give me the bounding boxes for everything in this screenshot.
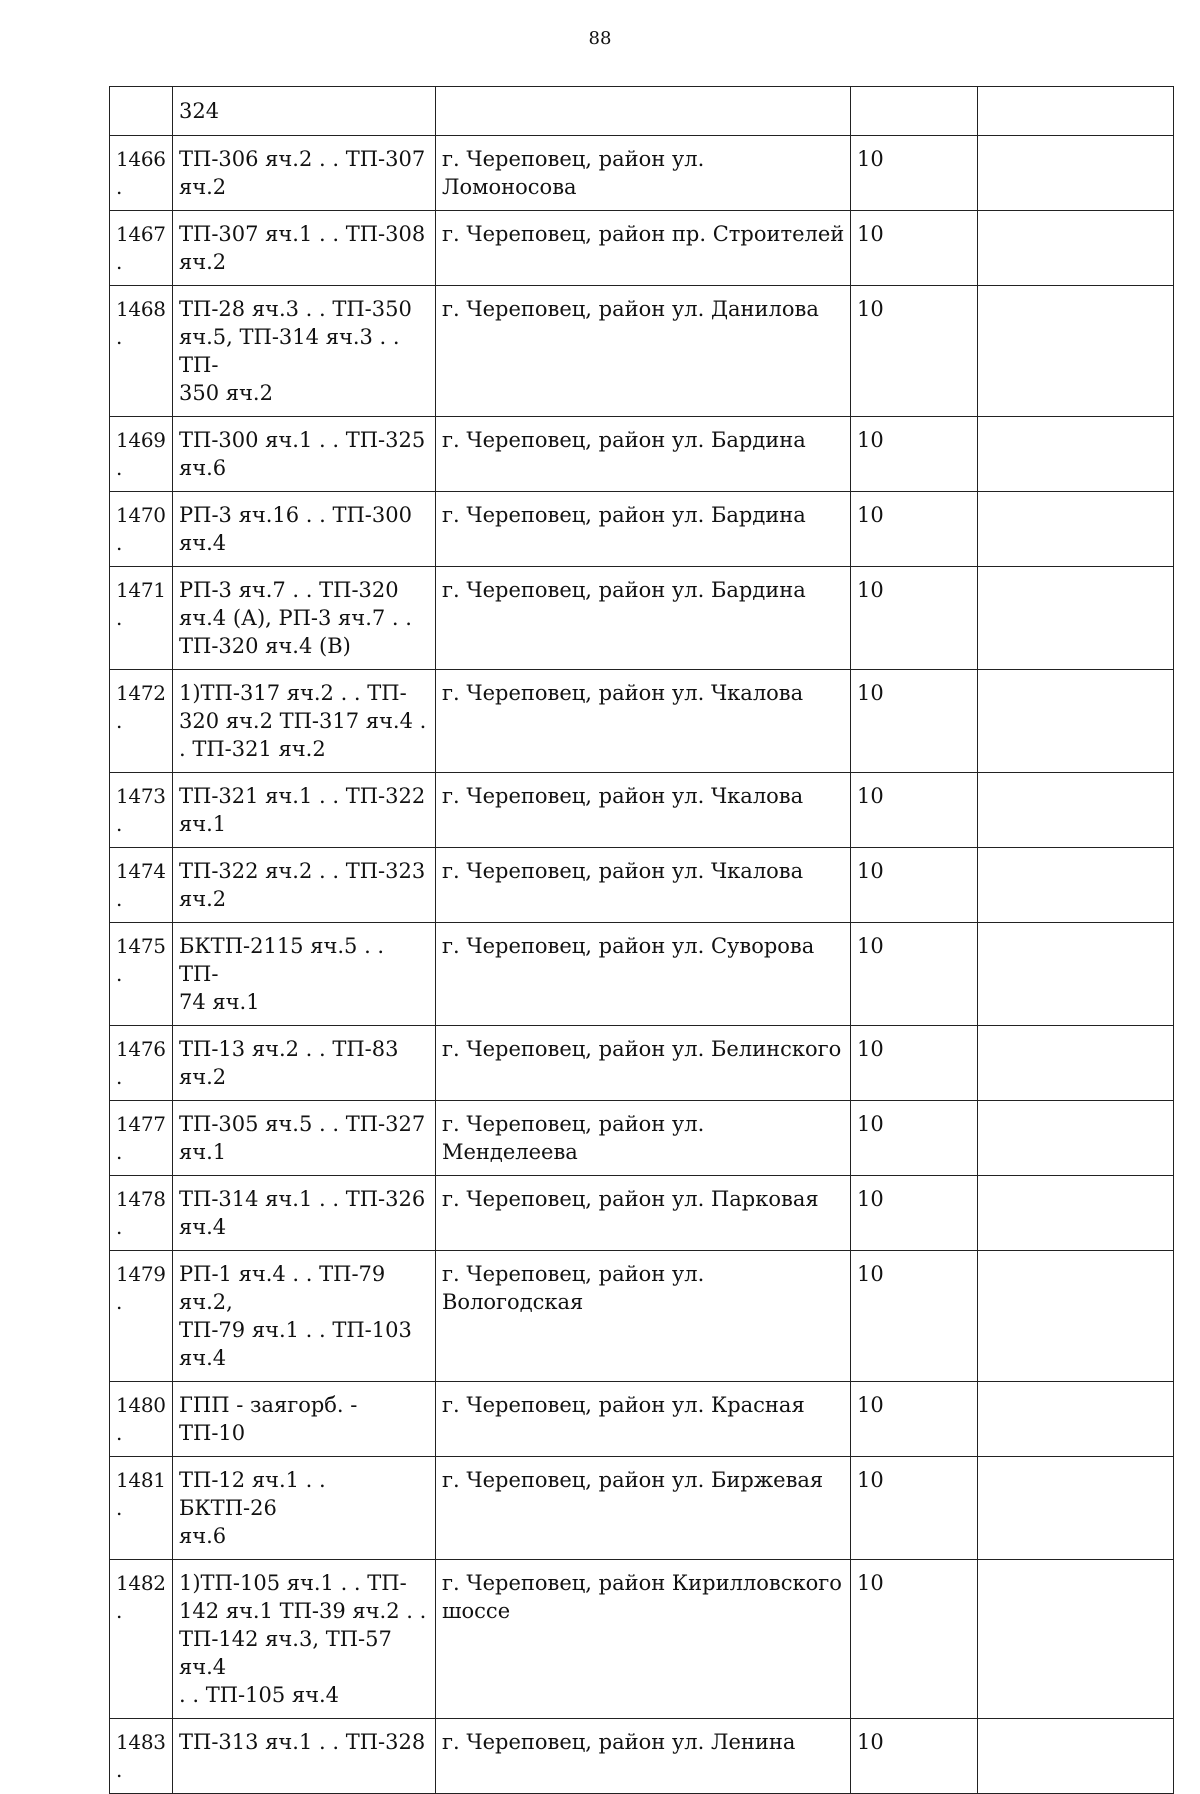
line-extra <box>978 1101 1174 1176</box>
line-name: ТП-307 яч.1 . . ТП-308 яч.2 <box>173 211 436 286</box>
line-extra <box>978 492 1174 567</box>
line-voltage: 10 <box>851 923 978 1026</box>
table-row <box>110 1176 1174 1251</box>
line-address: г. Череповец, район ул. Красная <box>436 1382 851 1457</box>
line-name: 324 <box>173 87 436 136</box>
row-number: 1469. <box>110 417 173 492</box>
table-row <box>110 1719 1174 1794</box>
table-row <box>110 923 1174 1026</box>
line-address: г. Череповец, район ул. Данилова <box>436 286 851 417</box>
line-address: г. Череповец, район ул. Бардина <box>436 417 851 492</box>
line-address: г. Череповец, район ул. Чкалова <box>436 773 851 848</box>
line-address: г. Череповец, район ул. Чкалова <box>436 848 851 923</box>
line-name: ТП-321 яч.1 . . ТП-322 яч.1 <box>173 773 436 848</box>
row-number: 1480. <box>110 1382 173 1457</box>
line-address: г. Череповец, район ул. Вологодская <box>436 1251 851 1382</box>
line-name: ТП-305 яч.5 . . ТП-327 яч.1 <box>173 1101 436 1176</box>
line-address: г. Череповец, район ул. Менделеева <box>436 1101 851 1176</box>
row-number: 1477. <box>110 1101 173 1176</box>
table-row <box>110 211 1174 286</box>
table-row <box>110 492 1174 567</box>
line-address: г. Череповец, район ул. Бардина <box>436 492 851 567</box>
line-extra <box>978 1026 1174 1101</box>
line-voltage: 10 <box>851 1719 978 1794</box>
line-voltage: 10 <box>851 286 978 417</box>
line-voltage: 10 <box>851 492 978 567</box>
row-number: 1474. <box>110 848 173 923</box>
line-voltage: 10 <box>851 1382 978 1457</box>
line-name: ГПП - заягорб. - ТП-10 <box>173 1382 436 1457</box>
line-address: г. Череповец, район ул. Биржевая <box>436 1457 851 1560</box>
line-extra <box>978 211 1174 286</box>
line-voltage: 10 <box>851 211 978 286</box>
line-extra <box>978 848 1174 923</box>
row-number: 1476. <box>110 1026 173 1101</box>
table-row <box>110 286 1174 417</box>
line-extra <box>978 87 1174 136</box>
line-name: ТП-313 яч.1 . . ТП-328 <box>173 1719 436 1794</box>
line-name: ТП-12 яч.1 . . БКТП-26 яч.6 <box>173 1457 436 1560</box>
table-row <box>110 1101 1174 1176</box>
line-name: ТП-306 яч.2 . . ТП-307 яч.2 <box>173 136 436 211</box>
line-extra <box>978 417 1174 492</box>
line-voltage: 10 <box>851 1101 978 1176</box>
line-voltage: 10 <box>851 670 978 773</box>
row-number: 1468. <box>110 286 173 417</box>
line-voltage: 10 <box>851 1026 978 1101</box>
row-number: 1470. <box>110 492 173 567</box>
row-number: 1482. <box>110 1560 173 1719</box>
table-row <box>110 417 1174 492</box>
table-row <box>110 136 1174 211</box>
power-line-table <box>109 86 1174 1794</box>
page-number: 88 <box>588 28 612 49</box>
line-address <box>436 87 851 136</box>
row-number: 1466. <box>110 136 173 211</box>
line-address: г. Череповец, район ул. Бардина <box>436 567 851 670</box>
table-row <box>110 87 1174 136</box>
line-name: РП-1 яч.4 . . ТП-79 яч.2, ТП-79 яч.1 . . ТП-103 яч.4 <box>173 1251 436 1382</box>
line-extra <box>978 670 1174 773</box>
line-extra <box>978 773 1174 848</box>
table-body <box>110 87 1174 1794</box>
table-row <box>110 848 1174 923</box>
line-voltage: 10 <box>851 773 978 848</box>
line-name: РП-3 яч.7 . . ТП-320 яч.4 (А), РП-3 яч.7 . . ТП-320 яч.4 (В) <box>173 567 436 670</box>
line-address: г. Череповец, район ул. Ломоносова <box>436 136 851 211</box>
table-row <box>110 773 1174 848</box>
line-name: РП-3 яч.16 . . ТП-300 яч.4 <box>173 492 436 567</box>
line-address: г. Череповец, район ул. Ленина <box>436 1719 851 1794</box>
line-name: ТП-300 яч.1 . . ТП-325 яч.6 <box>173 417 436 492</box>
row-number <box>110 87 173 136</box>
line-extra <box>978 1176 1174 1251</box>
table-row <box>110 1457 1174 1560</box>
row-number: 1472. <box>110 670 173 773</box>
table-row <box>110 1560 1174 1719</box>
line-voltage: 10 <box>851 417 978 492</box>
line-voltage: 10 <box>851 1560 978 1719</box>
line-extra <box>978 1560 1174 1719</box>
row-number: 1467. <box>110 211 173 286</box>
line-address: г. Череповец, район ул. Парковая <box>436 1176 851 1251</box>
line-extra <box>978 136 1174 211</box>
line-voltage: 10 <box>851 567 978 670</box>
table-row <box>110 1382 1174 1457</box>
table-row <box>110 1251 1174 1382</box>
line-address: г. Череповец, район Кирилловского шоссе <box>436 1560 851 1719</box>
line-name: БКТП-2115 яч.5 . . ТП- 74 яч.1 <box>173 923 436 1026</box>
line-name: ТП-13 яч.2 . . ТП-83 яч.2 <box>173 1026 436 1101</box>
line-voltage: 10 <box>851 1251 978 1382</box>
line-extra <box>978 286 1174 417</box>
table-row <box>110 567 1174 670</box>
row-number: 1479. <box>110 1251 173 1382</box>
row-number: 1478. <box>110 1176 173 1251</box>
line-address: г. Череповец, район ул. Суворова <box>436 923 851 1026</box>
row-number: 1481. <box>110 1457 173 1560</box>
line-extra <box>978 1382 1174 1457</box>
line-voltage: 10 <box>851 136 978 211</box>
line-name: ТП-28 яч.3 . . ТП-350 яч.5, ТП-314 яч.3 . . ТП- 350 яч.2 <box>173 286 436 417</box>
row-number: 1473. <box>110 773 173 848</box>
row-number: 1475. <box>110 923 173 1026</box>
row-number: 1471. <box>110 567 173 670</box>
row-number: 1483. <box>110 1719 173 1794</box>
line-extra <box>978 1251 1174 1382</box>
line-name: ТП-322 яч.2 . . ТП-323 яч.2 <box>173 848 436 923</box>
line-name: 1)ТП-317 яч.2 . . ТП- 320 яч.2 ТП-317 яч.4 . . ТП-321 яч.2 <box>173 670 436 773</box>
line-voltage: 10 <box>851 1176 978 1251</box>
line-address: г. Череповец, район ул. Чкалова <box>436 670 851 773</box>
line-name: 1)ТП-105 яч.1 . . ТП- 142 яч.1 ТП-39 яч.2 . . ТП-142 яч.3, ТП-57 яч.4 . . ТП-105 яч.4 <box>173 1560 436 1719</box>
line-address: г. Череповец, район пр. Строителей <box>436 211 851 286</box>
line-extra <box>978 1457 1174 1560</box>
line-name: ТП-314 яч.1 . . ТП-326 яч.4 <box>173 1176 436 1251</box>
table-row <box>110 670 1174 773</box>
line-voltage: 10 <box>851 1457 978 1560</box>
line-voltage <box>851 87 978 136</box>
table-row <box>110 1026 1174 1101</box>
line-extra <box>978 1719 1174 1794</box>
line-voltage: 10 <box>851 848 978 923</box>
line-extra <box>978 567 1174 670</box>
line-extra <box>978 923 1174 1026</box>
line-address: г. Череповец, район ул. Белинского <box>436 1026 851 1101</box>
